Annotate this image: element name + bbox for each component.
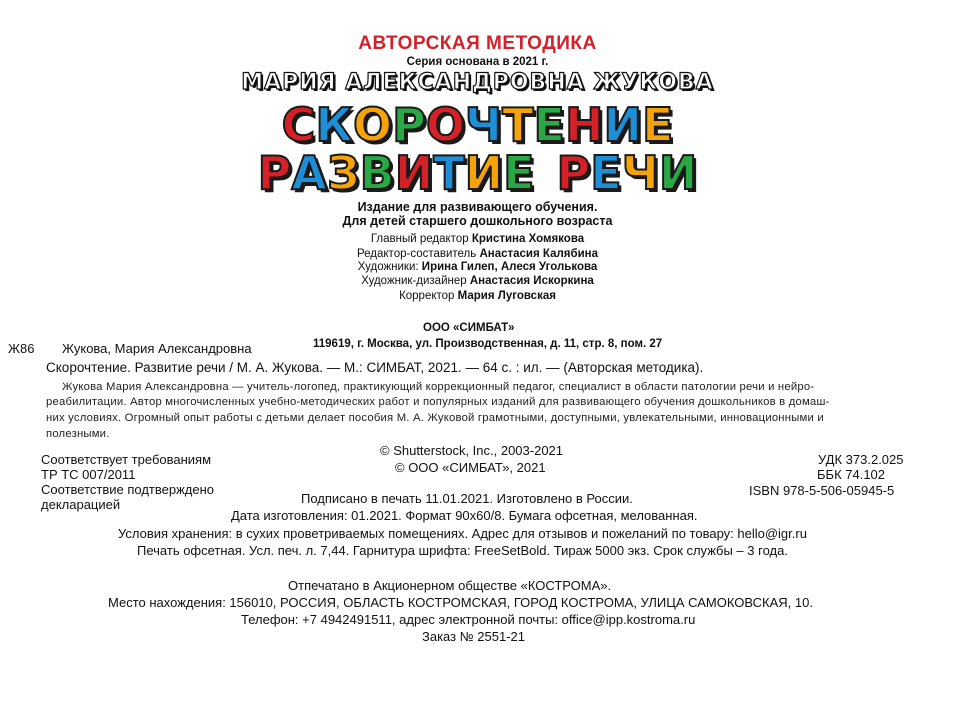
- title2-letter: Ч: [621, 146, 659, 200]
- title1-letter: О: [352, 98, 393, 152]
- catalog-entry: Скорочтение. Развитие речи / М. А. Жукова. — М.: СИМБАТ, 2021. — 64 с. : ил. — (Авторская методика).: [46, 360, 704, 375]
- copyright-simbat: © ООО «СИМБАТ», 2021: [395, 460, 546, 475]
- title2-letter: А: [291, 146, 327, 200]
- credit-compiler: Редактор-составитель Анастасия Калябина: [356, 248, 598, 260]
- printer-order: Заказ № 2551-21: [422, 629, 525, 644]
- annotation-line: Жукова Мария Александровна — учитель-логопед, практикующий коррекционный педагог, специалист в области патологии речи и нейро-: [62, 381, 815, 393]
- credit-proofreader: Корректор Мария Луговская: [399, 290, 556, 302]
- credit-chief-editor: Главный редактор Кристина Хомякова: [370, 233, 585, 245]
- title1-letter: О: [425, 98, 465, 152]
- printer-line: Отпечатано в Акционерном обществе «КОСТРОМА».: [288, 578, 612, 593]
- title1-letter: Ч: [464, 98, 503, 152]
- edition-line2: Для детей старшего дошкольного возраста: [342, 214, 613, 228]
- title1-letter: Н: [564, 98, 604, 152]
- title2-letter: И: [394, 146, 434, 200]
- annotation-line: полезными.: [46, 428, 110, 440]
- imprint-line: Дата изготовления: 01.2021. Формат 90х60/8. Бумага офсетная, мелованная.: [231, 508, 698, 523]
- series-founded: Серия основана в 2021 г.: [406, 56, 549, 68]
- annotation-line: них условиях. Огромный опыт работы с детьми делает пособия М. А. Жуковой грамотными, доступными, увлекательными, инновационными и: [46, 412, 824, 424]
- printer-line: Телефон: +7 4942491511, адрес электронной почты: office@ipp.kostroma.ru: [241, 612, 696, 627]
- imprint-line: Подписано в печать 11.01.2021. Изготовлено в России.: [301, 491, 633, 506]
- book-title-line2: [0, 146, 955, 200]
- title2-letter: И: [658, 146, 698, 200]
- title2-letter: Р: [556, 146, 591, 200]
- isbn-code: ISBN 978-5-506-05945-5: [749, 483, 895, 498]
- publisher-address: 119619, г. Москва, ул. Производственная, д. 11, стр. 8, пом. 27: [313, 338, 663, 350]
- imprint-line: Печать офсетная. Усл. печ. л. 7,44. Гарнитура шрифта: FreeSetBold. Тираж 5000 экз. Срок службы – 3 года.: [137, 543, 788, 558]
- title2-letter: Р: [257, 146, 292, 200]
- conformity-line: ТР ТС 007/2011: [41, 467, 136, 482]
- copyright-shutterstock: © Shutterstock, Inc., 2003-2021: [380, 443, 564, 458]
- title2-letter: В: [359, 146, 395, 200]
- title1-letter: И: [603, 98, 642, 152]
- printer-line: Место нахождения: 156010, РОССИЯ, ОБЛАСТЬ КОСТРОМСКАЯ, ГОРОД КОСТРОМА, УЛИЦА САМОКОВСКАЯ, 10.: [108, 595, 813, 610]
- title1-letter: Т: [502, 98, 534, 152]
- title1-letter: Р: [392, 98, 426, 152]
- title2-letter: З: [326, 146, 360, 200]
- title2-letter: И: [464, 146, 504, 200]
- title1-letter: Е: [533, 98, 565, 152]
- credit-artists: Художники: Ирина Гилеп, Алеся Уголькова: [357, 261, 598, 273]
- title2-letter: Е: [503, 146, 535, 200]
- bbk-code: ББК 74.102: [817, 467, 886, 482]
- conformity-line: декларацией: [41, 497, 121, 512]
- catalog-author: Жукова, Мария Александровна: [62, 341, 252, 356]
- title2-letter: Е: [590, 146, 622, 200]
- catalog-code: Ж86: [8, 341, 35, 356]
- title1-letter: С: [281, 98, 316, 152]
- title1-letter: К: [315, 98, 353, 152]
- edition-line1: Издание для развивающего обучения.: [357, 200, 598, 214]
- title2-letter: Т: [433, 146, 465, 200]
- imprint-line: Условия хранения: в сухих проветриваемых помещениях. Адрес для отзывов и пожеланий по товару: hello@igr.ru: [118, 526, 807, 541]
- series-name: АВТОРСКАЯ МЕТОДИКА: [358, 33, 597, 54]
- conformity-line: Соответствует требованиям: [41, 452, 212, 467]
- author-name: МАРИЯ АЛЕКСАНДРОВНА ЖУКОВА: [241, 70, 714, 95]
- credit-designer: Художник-дизайнер Анастасия Искоркина: [361, 275, 594, 287]
- publisher-name: ООО «СИМБАТ»: [423, 322, 515, 334]
- book-title-line1: [0, 98, 955, 152]
- conformity-line: Соответствие подтверждено: [41, 482, 215, 497]
- title1-letter: Е: [641, 98, 674, 152]
- annotation-line: реабилитации. Автор многочисленных учебно-методических работ и популярных изданий для развивающего обучения дошкольников в домаш-: [46, 396, 830, 408]
- udk-code: УДК 373.2.025: [818, 452, 904, 467]
